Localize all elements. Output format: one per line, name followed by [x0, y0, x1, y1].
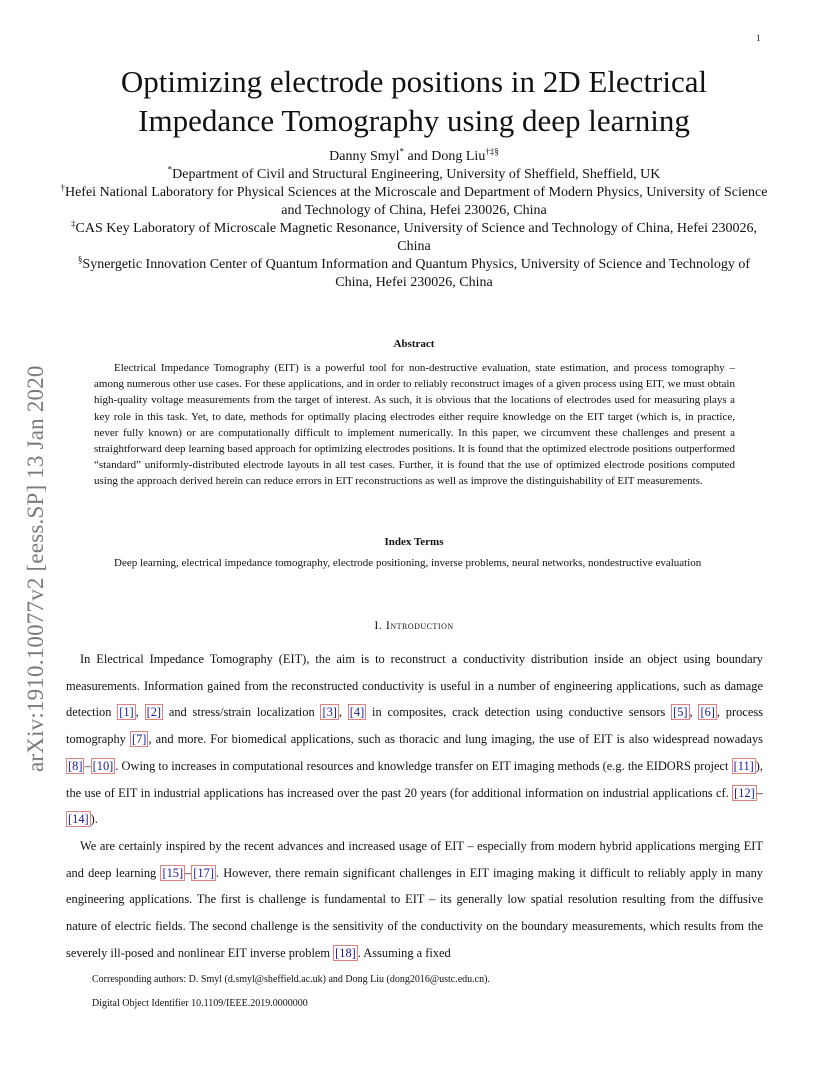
text-run: , process tomography	[66, 705, 763, 747]
citation-link[interactable]	[348, 704, 366, 720]
abstract-text: Electrical Impedance Tomography (EIT) is a powerful tool for non-destructive evaluation, state estimation, and process tomography – among numerous other use cases. For these applications, and in order to reliably reconstruct images of a given process using EIT, we must obtain high-quality voltage measurements from the target of interest. As such, it is obvious that the locations of electrodes used for measuring plays a key role in this task. Yet, to date, methods for optimally placing electrodes either require knowledge on the EIT target (which is, in practice, never fully known) or are computationally difficult to implement numerically. In this paper, we circumvent these challenges and present a straightforward deep learning based approach for optimizing electrodes positions. It is found that the optimized electrode positions outperformed “standard” uniformly-distributed electrode layouts in all test cases. Further, it is found that the use of optimized electrode positions computed using the approach derived herein can reduce errors in EIT reconstructions as well as improve the distinguishability of EIT measurements.	[94, 362, 735, 488]
citation-link[interactable]	[117, 704, 135, 720]
citation-link[interactable]	[160, 865, 185, 881]
citation-label: [18]	[335, 945, 356, 960]
affiliation	[60, 166, 768, 184]
citation-link[interactable]	[732, 758, 756, 774]
arxiv-stamp: arXiv:1910.10077v2 [eess.SP] 13 Jan 2020	[23, 365, 48, 772]
text-run: and stress/strain localization	[163, 705, 321, 720]
citation-label: [6]	[700, 705, 715, 720]
paper-title: Optimizing electrode positions in 2D Electrical Impedance Tomography using deep learning	[120, 64, 708, 138]
citation-link[interactable]	[732, 785, 757, 801]
paragraph	[66, 833, 763, 967]
section-number: I.	[374, 618, 383, 632]
citation-link[interactable]	[91, 758, 116, 774]
citation-label: [17]	[193, 865, 214, 880]
citation-label: [5]	[673, 705, 688, 720]
citation-link[interactable]	[698, 704, 716, 720]
text-run: ,	[689, 705, 699, 720]
text-run: –	[185, 865, 192, 880]
citation-label: [4]	[349, 705, 365, 720]
corresponding-authors-footnote: Corresponding authors: D. Smyl (d.smyl@sheffield.ac.uk) and Dong Liu (dong2016@ustc.edu.cn).	[92, 974, 490, 985]
affiliation	[60, 220, 768, 256]
citation-label: [12]	[734, 785, 755, 800]
citation-link[interactable]	[145, 704, 163, 720]
citation-link[interactable]	[191, 865, 216, 881]
text-run: , and more. For biomedical applications, such as thoracic and lung imaging, the use of EIT is also widespread nowadays	[148, 732, 763, 747]
text-run: . Owing to increases in computational resources and knowledge transfer on EIT imaging methods (e.g. the EIDORS project	[115, 758, 732, 773]
affiliation-mark: †	[60, 182, 65, 193]
affiliation-text: Synergetic Innovation Center of Quantum Information and Quantum Physics, University of Science and Technology of China, Hefei 230026, China	[82, 257, 751, 290]
affiliation	[60, 256, 768, 292]
citation-link[interactable]	[66, 758, 84, 774]
affiliation-mark: ‡	[71, 218, 76, 229]
citation-label: [1]	[119, 705, 134, 720]
citation-link[interactable]	[66, 811, 91, 827]
text-run: ,	[338, 705, 348, 720]
doi-footnote: Digital Object Identifier 10.1109/IEEE.2019.0000000	[92, 998, 308, 1009]
citation-label: [2]	[146, 705, 162, 720]
index-terms-heading: Index Terms	[384, 536, 444, 548]
author-line	[60, 148, 768, 166]
author-name: Dong Liu	[431, 149, 486, 164]
affiliation-text: CAS Key Laboratory of Microscale Magnetic Resonance, University of Science and Technology of China, Hefei 230026, China	[75, 221, 757, 254]
author-conjunction: and	[404, 149, 432, 164]
text-run: –	[84, 758, 91, 773]
citation-label: [15]	[162, 865, 184, 880]
text-run: We are certainly inspired by the recent advances and increased usage of EIT – especially from modern hybrid applications merging EIT and deep learning	[66, 838, 763, 880]
paragraph	[66, 646, 763, 833]
text-run: –	[756, 785, 763, 800]
author-mark: *	[399, 146, 405, 157]
text-run: ), the use of EIT in industrial applications has increased over the past 20 years (for additional information on industrial applications cf.	[66, 758, 763, 800]
citation-label: [10]	[92, 758, 114, 773]
citation-label: [3]	[322, 705, 337, 720]
citation-label: [14]	[68, 812, 89, 827]
text-run: ).	[90, 812, 98, 827]
page-number: 1	[756, 33, 761, 43]
affiliation-mark: §	[77, 254, 83, 265]
author-mark: †‡§	[485, 146, 499, 157]
text-run: in composites, crack detection using conductive sensors	[366, 705, 672, 720]
abstract-heading: Abstract	[393, 338, 435, 350]
author-name: Danny Smyl	[329, 149, 400, 164]
section-title: Introduction	[385, 618, 454, 632]
citation-label: [7]	[131, 732, 147, 747]
affiliation-text: Department of Civil and Structural Engineering, University of Sheffield, Sheffield, UK	[172, 167, 661, 182]
affiliation-mark: *	[167, 164, 173, 175]
citation-label: [11]	[733, 758, 754, 773]
index-terms-text: Deep learning, electrical impedance tomography, electrode positioning, inverse problems, neural networks, nondestructive evaluation	[114, 557, 702, 569]
author-block	[60, 148, 768, 292]
citation-link[interactable]	[333, 945, 358, 961]
citation-link[interactable]	[671, 704, 689, 720]
text-run: ,	[135, 705, 145, 720]
affiliation	[60, 184, 768, 220]
body-text	[66, 646, 763, 966]
citation-link[interactable]	[130, 731, 148, 747]
citation-link[interactable]	[320, 704, 338, 720]
text-run: . Assuming a fixed	[357, 945, 451, 960]
text-run: . However, there remain significant challenges in EIT imaging making it difficult to reliably apply in many engineering applications. The first is challenge is fundamental to EIT – its generally low spatial resolution resulting from the diffusive nature of electric fields. The second challenge is the sensitivity of the conductivity on the boundary measurements, which results from the severely ill-posed and nonlinear EIT inverse problem	[66, 865, 763, 960]
citation-label: [8]	[68, 758, 83, 773]
text-run: In Electrical Impedance Tomography (EIT), the aim is to reconstruct a conductivity distribution inside an object using boundary measurements. Information gained from the reconstructed conductivity is useful in a number of engineering applications, such as damage detection	[66, 652, 763, 720]
section-heading	[60, 618, 768, 633]
affiliation-text: Hefei National Laboratory for Physical Sciences at the Microscale and Department of Modern Physics, University of Science and Technology of China, Hefei 230026, China	[64, 185, 768, 218]
